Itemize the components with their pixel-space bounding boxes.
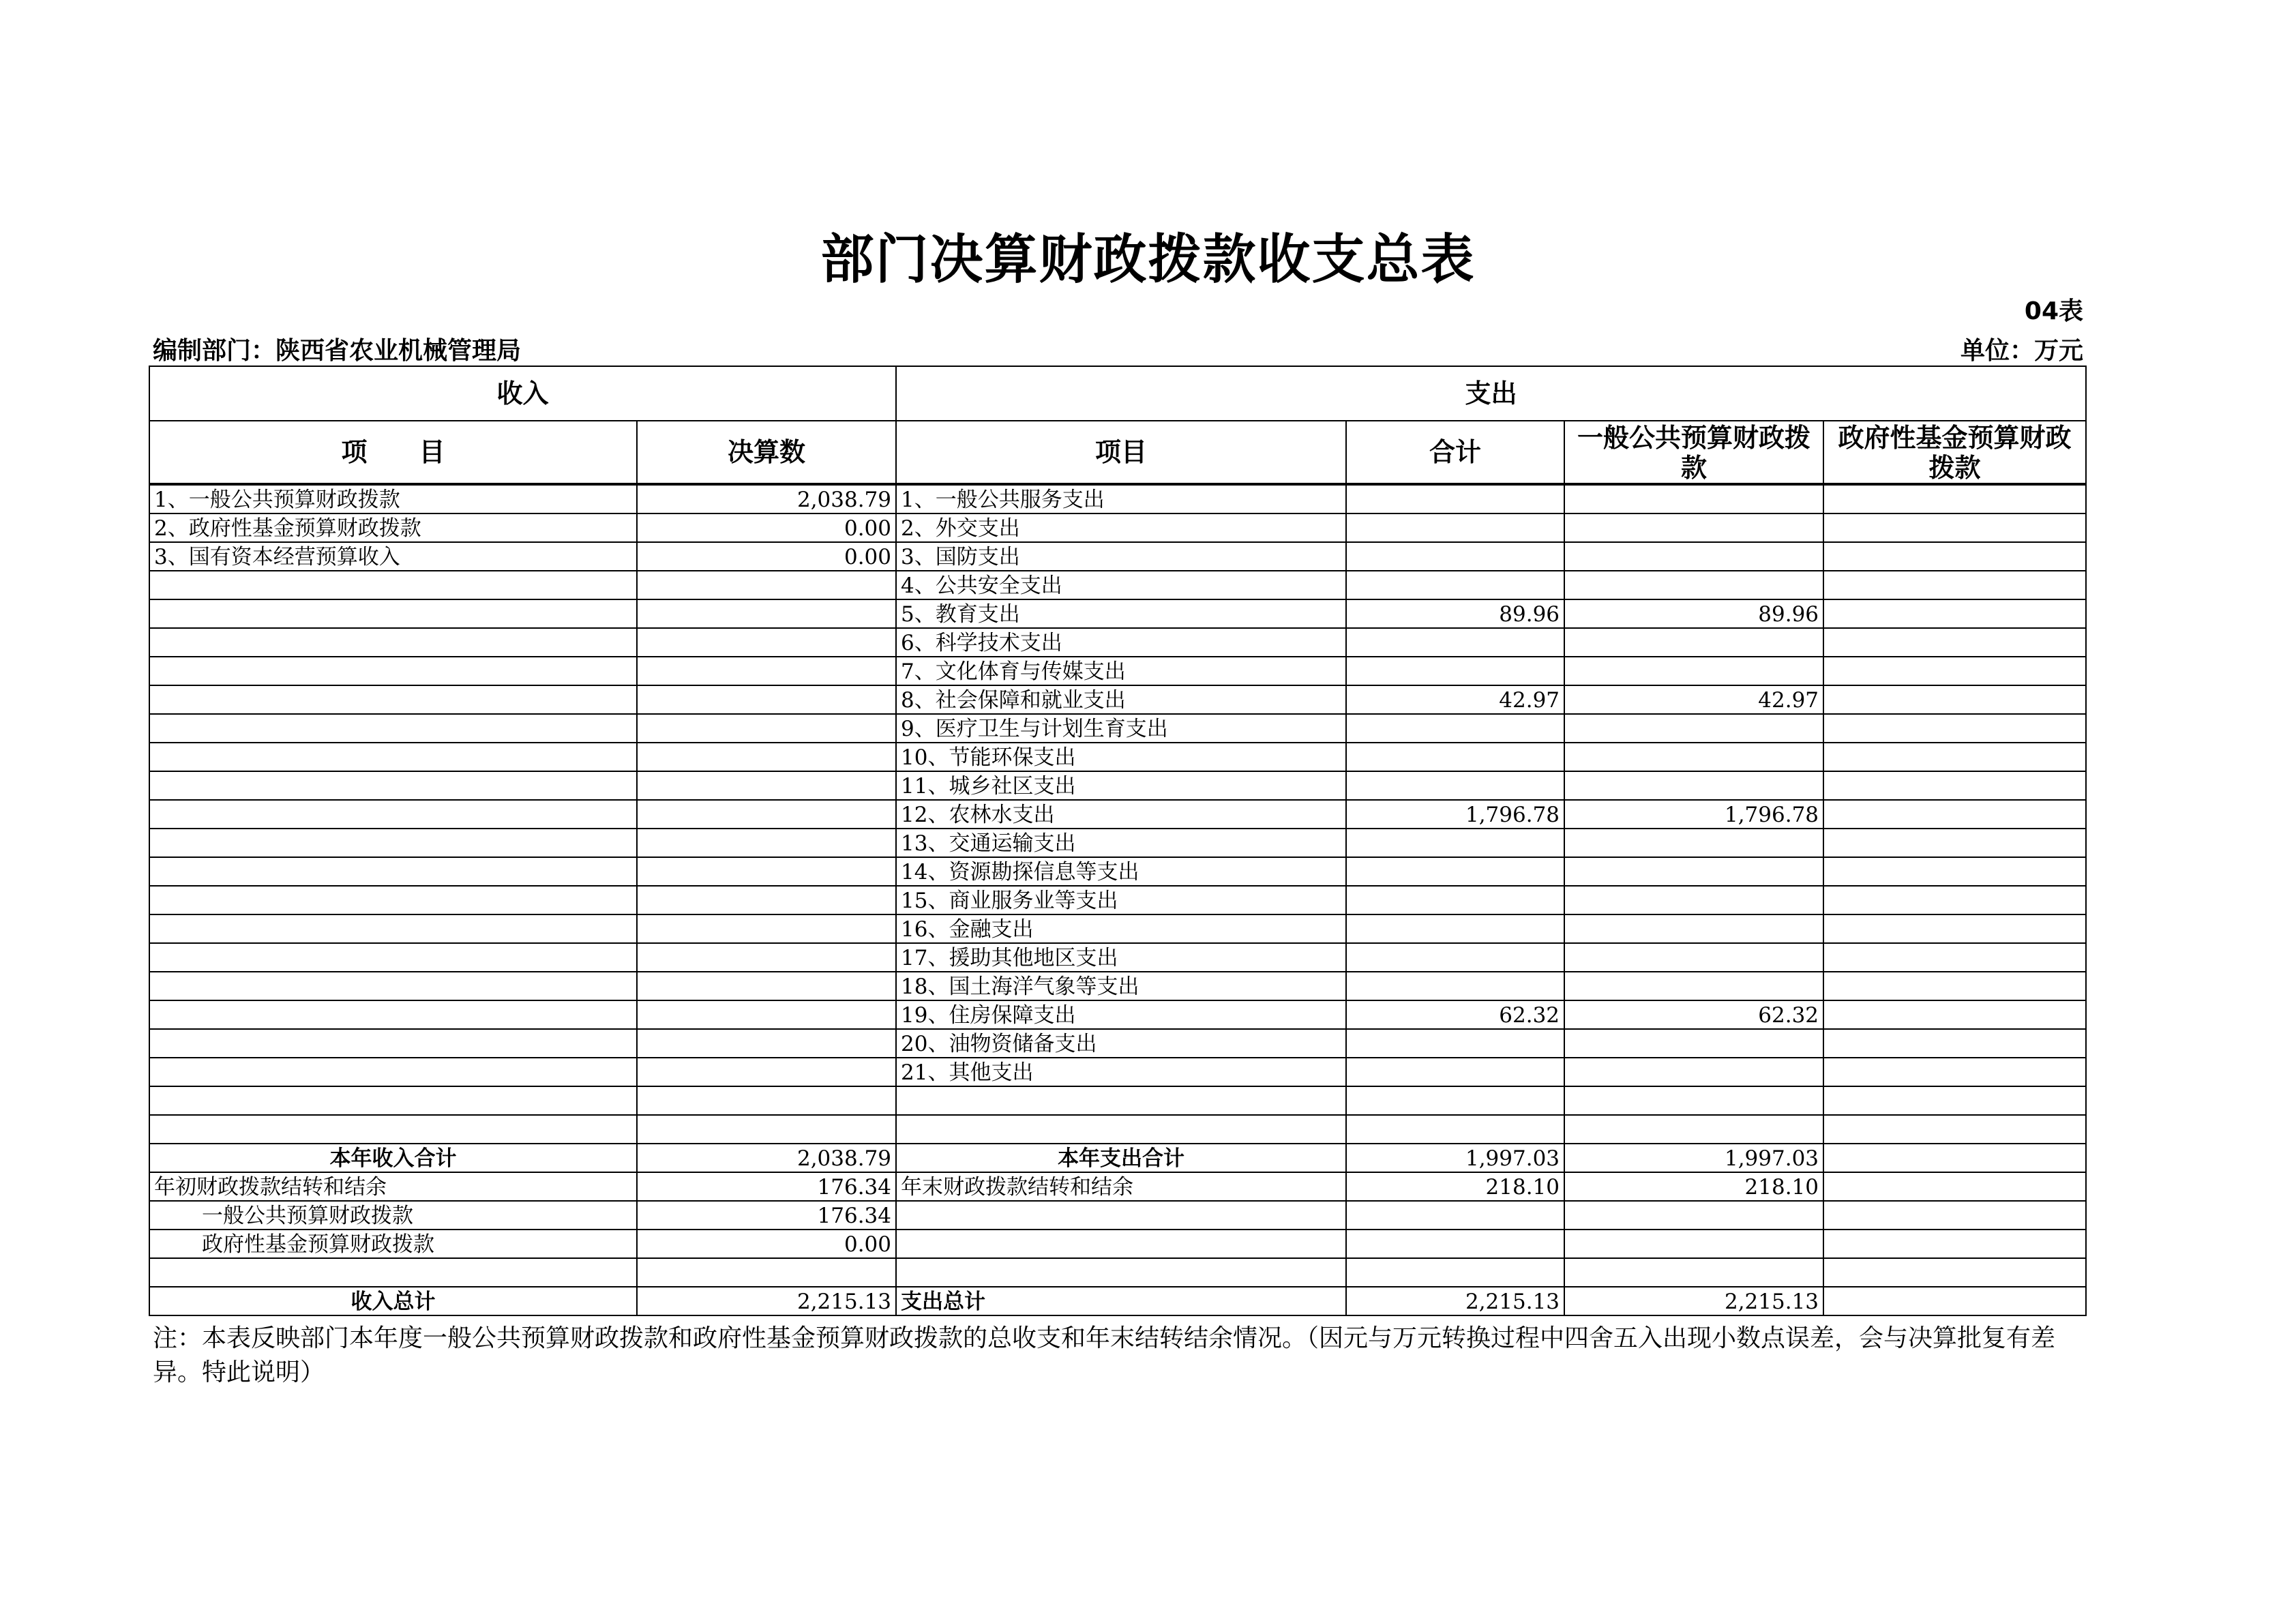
expense-item: 10、节能环保支出: [896, 743, 1346, 771]
carry-in-fund-value: 0.00: [637, 1230, 896, 1258]
income-amount: [637, 829, 896, 857]
expense-general: 89.96: [1564, 599, 1823, 628]
expense-item: 2、外交支出: [896, 513, 1346, 542]
empty-cell: [637, 1258, 896, 1287]
carry-row: [149, 1172, 2086, 1201]
budget-table: [149, 366, 2087, 1316]
expense-header: 支出: [896, 366, 2086, 421]
expense-item: 1、一般公共服务支出: [896, 484, 1346, 513]
expense-total-label: 支出总计: [896, 1287, 1346, 1315]
year-expense-total: 1,997.03: [1346, 1144, 1564, 1172]
empty-cell: [1564, 1201, 1823, 1230]
income-amount: [637, 1000, 896, 1029]
expense-fund: [1823, 542, 2086, 571]
expense-fund: [1823, 628, 2086, 657]
empty-cell: [1346, 1230, 1564, 1258]
income-item: 3、国有资本经营预算收入: [149, 542, 637, 571]
expense-general: [1564, 1029, 1823, 1058]
expense-item: 13、交通运输支出: [896, 829, 1346, 857]
year-expense-general: 1,997.03: [1564, 1144, 1823, 1172]
expense-fund: [1823, 685, 2086, 714]
expense-total: [1346, 743, 1564, 771]
income-item: [149, 714, 637, 743]
expense-general: [1564, 829, 1823, 857]
expense-total: [1346, 857, 1564, 886]
blank-row: [149, 1258, 2086, 1287]
unit-label: 单位：万元: [1960, 337, 2083, 365]
expense-item: 8、社会保障和就业支出: [896, 685, 1346, 714]
expense-item: 11、城乡社区支出: [896, 771, 1346, 800]
expense-fund: [1823, 743, 2086, 771]
expense-general: [1564, 1115, 1823, 1144]
expense-fund: [1823, 1115, 2086, 1144]
carry-general-row: [149, 1201, 2086, 1230]
expense-general: 1,796.78: [1564, 800, 1823, 829]
expense-fund: [1823, 857, 2086, 886]
income-amount: [637, 972, 896, 1000]
empty-cell: [1823, 1287, 2086, 1315]
expense-item: 3、国防支出: [896, 542, 1346, 571]
year-total-row: [149, 1144, 2086, 1172]
expense-total: [1346, 1058, 1564, 1086]
grand-total-row: [149, 1287, 2086, 1315]
expense-fund: [1823, 771, 2086, 800]
income-amount: 0.00: [637, 542, 896, 571]
expense-total: [1346, 542, 1564, 571]
income-amount: [637, 800, 896, 829]
income-amount: [637, 628, 896, 657]
expense-total: [1346, 886, 1564, 914]
col-fund-budget: 政府性基金预算财政拨款: [1823, 421, 2086, 484]
income-item: [149, 628, 637, 657]
expense-item: 9、医疗卫生与计划生育支出: [896, 714, 1346, 743]
income-amount: 2,038.79: [637, 484, 896, 513]
income-amount: [637, 771, 896, 800]
expense-total: 42.97: [1346, 685, 1564, 714]
year-income-label: 本年收入合计: [149, 1144, 637, 1172]
col-expense-item: 项目: [896, 421, 1346, 484]
expense-general: [1564, 972, 1823, 1000]
expense-general: [1564, 1086, 1823, 1115]
income-item: [149, 1086, 637, 1115]
year-expense-label: 本年支出合计: [896, 1144, 1346, 1172]
expense-general: [1564, 513, 1823, 542]
expense-general: 62.32: [1564, 1000, 1823, 1029]
expense-item: 21、其他支出: [896, 1058, 1346, 1086]
expense-total: [1346, 914, 1564, 943]
empty-cell: [1823, 1201, 2086, 1230]
income-amount: [637, 571, 896, 599]
income-amount: [637, 657, 896, 685]
table-row: [149, 943, 2086, 972]
expense-item: [896, 1086, 1346, 1115]
carry-out-total: 218.10: [1346, 1172, 1564, 1201]
expense-total: [1346, 1115, 1564, 1144]
expense-item: 12、农林水支出: [896, 800, 1346, 829]
table-row: [149, 542, 2086, 571]
table-row: [149, 829, 2086, 857]
carry-in-general-label: 一般公共预算财政拨款: [149, 1201, 637, 1230]
footnote: 注：本表反映部门本年度一般公共预算财政拨款和政府性基金预算财政拨款的总收支和年末结转结余情况。（因元与万元转换过程中四舍五入出现小数点误差，会与决算批复有差异。特此说明）: [153, 1324, 2056, 1386]
table-row: [149, 571, 2086, 599]
expense-item: 15、商业服务业等支出: [896, 886, 1346, 914]
page-title: 部门决算财政拨款收支总表: [820, 229, 1476, 291]
empty-cell: [896, 1201, 1346, 1230]
expense-total: [1346, 484, 1564, 513]
expense-item: 17、援助其他地区支出: [896, 943, 1346, 972]
table-row: [149, 771, 2086, 800]
income-amount: [637, 1086, 896, 1115]
expense-fund: [1823, 571, 2086, 599]
expense-item: [896, 1115, 1346, 1144]
expense-general: [1564, 628, 1823, 657]
expense-total-general: 2,215.13: [1564, 1287, 1823, 1315]
year-income-value: 2,038.79: [637, 1144, 896, 1172]
expense-item: 6、科学技术支出: [896, 628, 1346, 657]
expense-general: [1564, 484, 1823, 513]
income-amount: [637, 1029, 896, 1058]
expense-fund: [1823, 513, 2086, 542]
income-item: [149, 943, 637, 972]
carry-in-general-value: 176.34: [637, 1201, 896, 1230]
expense-total: 1,796.78: [1346, 800, 1564, 829]
table-row: [149, 857, 2086, 886]
income-item: [149, 1058, 637, 1086]
empty-cell: [896, 1230, 1346, 1258]
expense-fund: [1823, 800, 2086, 829]
expense-total: [1346, 943, 1564, 972]
income-item: [149, 1029, 637, 1058]
income-header: 收入: [149, 366, 896, 421]
expense-fund: [1823, 914, 2086, 943]
income-item: [149, 886, 637, 914]
empty-cell: [1346, 1258, 1564, 1287]
expense-general: [1564, 857, 1823, 886]
expense-fund: [1823, 829, 2086, 857]
income-total-value: 2,215.13: [637, 1287, 896, 1315]
table-row: [149, 972, 2086, 1000]
expense-item: 7、文化体育与传媒支出: [896, 657, 1346, 685]
income-item: [149, 829, 637, 857]
table-row: [149, 1115, 2086, 1144]
section-header-row: [149, 366, 2086, 421]
income-item: [149, 1000, 637, 1029]
expense-fund: [1823, 657, 2086, 685]
expense-total: [1346, 628, 1564, 657]
expense-general: [1564, 657, 1823, 685]
expense-total: [1346, 771, 1564, 800]
empty-cell: [1564, 1258, 1823, 1287]
year-expense-fund: [1823, 1144, 2086, 1172]
expense-fund: [1823, 1058, 2086, 1086]
expense-fund: [1823, 714, 2086, 743]
income-amount: [637, 857, 896, 886]
income-amount: 0.00: [637, 513, 896, 542]
table-row: [149, 484, 2086, 513]
expense-fund: [1823, 599, 2086, 628]
income-item: [149, 685, 637, 714]
expense-item: 16、金融支出: [896, 914, 1346, 943]
income-item: [149, 657, 637, 685]
expense-general: [1564, 771, 1823, 800]
table-row: [149, 513, 2086, 542]
carry-out-general: 218.10: [1564, 1172, 1823, 1201]
expense-fund: [1823, 943, 2086, 972]
expense-fund: [1823, 1029, 2086, 1058]
expense-general: [1564, 1058, 1823, 1086]
income-amount: [637, 599, 896, 628]
income-amount: [637, 886, 896, 914]
expense-item: 4、公共安全支出: [896, 571, 1346, 599]
department-label: 编制部门：陕西省农业机械管理局: [153, 337, 522, 365]
table-row: [149, 1086, 2086, 1115]
table-row: [149, 886, 2086, 914]
expense-total: [1346, 571, 1564, 599]
income-amount: [637, 743, 896, 771]
empty-cell: [149, 1258, 637, 1287]
expense-general: [1564, 943, 1823, 972]
expense-total: [1346, 513, 1564, 542]
income-amount: [637, 714, 896, 743]
carry-fund-row: [149, 1230, 2086, 1258]
carry-in-label: 年初财政拨款结转和结余: [149, 1172, 637, 1201]
expense-fund: [1823, 1000, 2086, 1029]
table-row: [149, 599, 2086, 628]
col-total: 合计: [1346, 421, 1564, 484]
income-item: [149, 972, 637, 1000]
expense-fund: [1823, 1086, 2086, 1115]
expense-item: 5、教育支出: [896, 599, 1346, 628]
income-item: [149, 800, 637, 829]
expense-item: 14、资源勘探信息等支出: [896, 857, 1346, 886]
expense-total: [1346, 657, 1564, 685]
table-row: [149, 743, 2086, 771]
income-item: [149, 1115, 637, 1144]
expense-fund: [1823, 886, 2086, 914]
empty-cell: [1346, 1201, 1564, 1230]
table-row: [149, 1058, 2086, 1086]
expense-item: 18、国土海洋气象等支出: [896, 972, 1346, 1000]
expense-total: [1346, 972, 1564, 1000]
expense-general: [1564, 571, 1823, 599]
income-amount: [637, 914, 896, 943]
empty-cell: [1823, 1258, 2086, 1287]
table-row: [149, 628, 2086, 657]
expense-total-value: 2,215.13: [1346, 1287, 1564, 1315]
income-amount: [637, 943, 896, 972]
expense-total: [1346, 1086, 1564, 1115]
table-row: [149, 657, 2086, 685]
col-income-item: 项 目: [149, 421, 637, 484]
expense-general: [1564, 542, 1823, 571]
expense-general: 42.97: [1564, 685, 1823, 714]
carry-in-fund-label: 政府性基金预算财政拨款: [149, 1230, 637, 1258]
empty-cell: [1823, 1230, 2086, 1258]
table-row: [149, 1000, 2086, 1029]
income-item: [149, 571, 637, 599]
income-amount: [637, 1115, 896, 1144]
expense-general: [1564, 914, 1823, 943]
expense-total: [1346, 829, 1564, 857]
column-header-row: [149, 421, 2086, 484]
expense-fund: [1823, 972, 2086, 1000]
expense-item: 19、住房保障支出: [896, 1000, 1346, 1029]
expense-total: 62.32: [1346, 1000, 1564, 1029]
table-row: [149, 800, 2086, 829]
expense-total: [1346, 1029, 1564, 1058]
table-row: [149, 685, 2086, 714]
income-amount: [637, 1058, 896, 1086]
expense-total: [1346, 714, 1564, 743]
income-item: [149, 771, 637, 800]
carry-out-label: 年末财政拨款结转和结余: [896, 1172, 1346, 1201]
expense-total: 89.96: [1346, 599, 1564, 628]
income-item: [149, 599, 637, 628]
income-item: [149, 743, 637, 771]
carry-in-value: 176.34: [637, 1172, 896, 1201]
income-item: [149, 914, 637, 943]
table-row: [149, 714, 2086, 743]
expense-general: [1564, 886, 1823, 914]
income-total-label: 收入总计: [149, 1287, 637, 1315]
expense-item: 20、油物资储备支出: [896, 1029, 1346, 1058]
income-item: 1、一般公共预算财政拨款: [149, 484, 637, 513]
income-item: 2、政府性基金预算财政拨款: [149, 513, 637, 542]
income-item: [149, 857, 637, 886]
empty-cell: [1564, 1230, 1823, 1258]
empty-cell: [896, 1258, 1346, 1287]
expense-general: [1564, 743, 1823, 771]
table-number: 04表: [2024, 297, 2083, 325]
expense-general: [1564, 714, 1823, 743]
col-general-budget: 一般公共预算财政拨款: [1564, 421, 1823, 484]
income-amount: [637, 685, 896, 714]
table-row: [149, 914, 2086, 943]
carry-out-fund: [1823, 1172, 2086, 1201]
table-row: [149, 1029, 2086, 1058]
col-budget-amount: 决算数: [637, 421, 896, 484]
expense-fund: [1823, 484, 2086, 513]
